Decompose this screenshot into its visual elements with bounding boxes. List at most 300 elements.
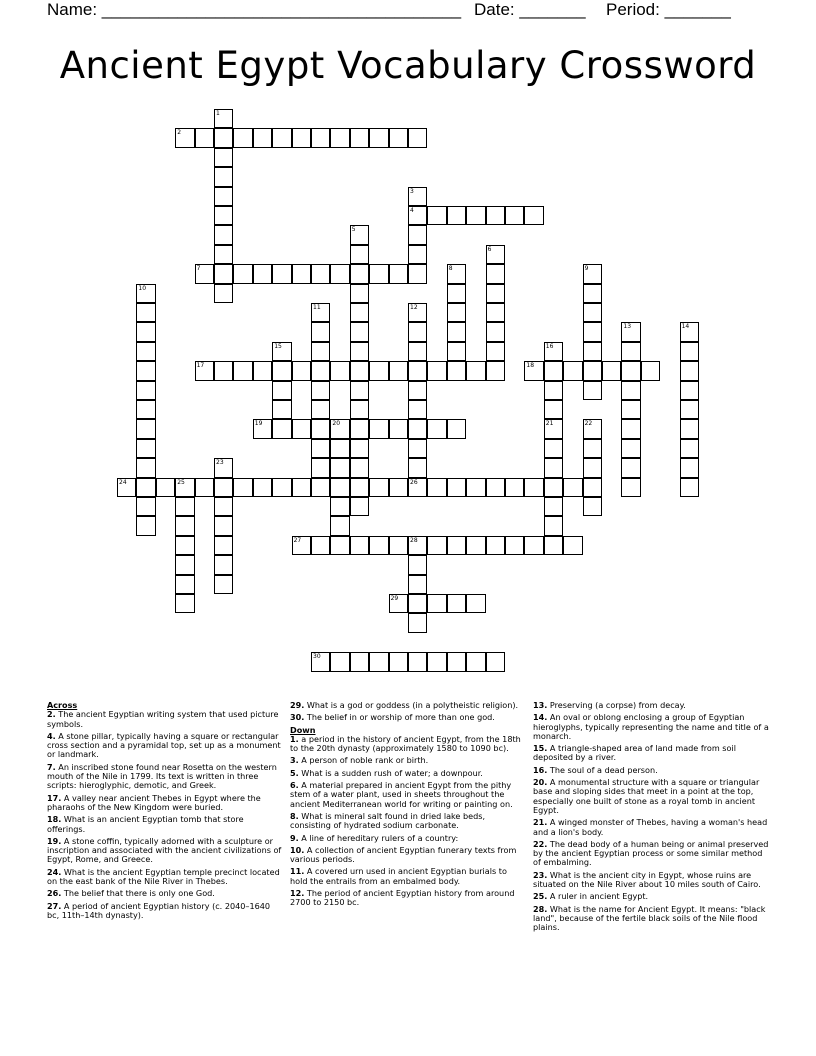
grid-cell[interactable] bbox=[544, 478, 563, 497]
grid-cell[interactable] bbox=[447, 284, 466, 303]
grid-cell[interactable] bbox=[350, 342, 369, 361]
grid-cell[interactable] bbox=[408, 187, 427, 206]
grid-cell[interactable] bbox=[136, 342, 155, 361]
grid-cell[interactable] bbox=[350, 419, 369, 438]
grid-cell[interactable] bbox=[311, 342, 330, 361]
grid-cell[interactable] bbox=[408, 303, 427, 322]
grid-cell[interactable] bbox=[621, 342, 640, 361]
grid-cell[interactable] bbox=[233, 264, 252, 283]
grid-cell[interactable] bbox=[680, 400, 699, 419]
grid-cell[interactable] bbox=[136, 439, 155, 458]
grid-cell[interactable] bbox=[583, 478, 602, 497]
grid-cell[interactable] bbox=[389, 264, 408, 283]
clue-number: 15 bbox=[274, 342, 282, 350]
grid-cell[interactable] bbox=[330, 361, 349, 380]
grid-cell[interactable] bbox=[641, 361, 660, 380]
clue-item-text: A stone pillar, typically having a square or rectangular cross section and a pyramidal top, set up as a monument or landmark. bbox=[47, 730, 281, 760]
clue-item-number: 3. bbox=[290, 755, 299, 766]
clue-item-text: A monumental structure with a square or triangular base and sloping sides that meet in a point at the top, especially one built of stone as a royal tomb in ancient Egypt. bbox=[533, 777, 760, 815]
grid-cell[interactable] bbox=[311, 322, 330, 341]
grid-cell[interactable] bbox=[486, 284, 505, 303]
grid-cell[interactable] bbox=[214, 264, 233, 283]
clue-number: 17 bbox=[196, 362, 205, 370]
grid-cell[interactable] bbox=[447, 652, 466, 671]
grid-cell[interactable] bbox=[389, 419, 408, 438]
date-field-label: Date: _______ bbox=[474, 0, 586, 19]
grid-cell[interactable] bbox=[583, 497, 602, 516]
grid-cell[interactable] bbox=[466, 536, 485, 555]
clue-item-number: 20. bbox=[533, 777, 548, 788]
grid-cell[interactable] bbox=[408, 206, 427, 225]
grid-cell[interactable] bbox=[583, 322, 602, 341]
grid-cell[interactable] bbox=[427, 419, 446, 438]
grid-cell[interactable] bbox=[621, 458, 640, 477]
grid-cell[interactable] bbox=[466, 206, 485, 225]
clue-number: 8 bbox=[448, 265, 453, 273]
grid-cell[interactable] bbox=[408, 536, 427, 555]
grid-cell[interactable] bbox=[544, 536, 563, 555]
grid-cell[interactable] bbox=[544, 439, 563, 458]
grid-cell[interactable] bbox=[447, 206, 466, 225]
clue-item-text: The ancient Egyptian writing system that used picture symbols. bbox=[47, 709, 279, 729]
grid-cell[interactable] bbox=[680, 342, 699, 361]
grid-cell[interactable] bbox=[350, 322, 369, 341]
grid-cell[interactable] bbox=[136, 478, 155, 497]
grid-cell[interactable] bbox=[621, 478, 640, 497]
clue-item-number: 13. bbox=[533, 700, 548, 710]
grid-cell[interactable] bbox=[524, 536, 543, 555]
clue-number: 24 bbox=[119, 478, 127, 486]
grid-cell[interactable] bbox=[214, 245, 233, 264]
clue-item-text: What is a sudden rush of water; a downpour. bbox=[298, 767, 483, 778]
clue-item bbox=[290, 756, 526, 765]
clues-column-2 bbox=[290, 701, 526, 911]
grid-cell[interactable] bbox=[136, 419, 155, 438]
clue-item bbox=[47, 763, 283, 791]
grid-cell[interactable] bbox=[253, 264, 272, 283]
grid-cell[interactable] bbox=[369, 478, 388, 497]
grid-cell[interactable] bbox=[214, 555, 233, 574]
grid-cell[interactable] bbox=[389, 361, 408, 380]
grid-cell[interactable] bbox=[350, 245, 369, 264]
grid-cell[interactable] bbox=[330, 497, 349, 516]
grid-cell[interactable] bbox=[175, 478, 194, 497]
grid-cell[interactable] bbox=[292, 128, 311, 147]
grid-cell[interactable] bbox=[136, 381, 155, 400]
grid-cell[interactable] bbox=[214, 516, 233, 535]
clue-item-number: 15. bbox=[533, 743, 548, 754]
grid-cell[interactable] bbox=[621, 381, 640, 400]
clue-number: 14 bbox=[681, 323, 690, 331]
grid-cell[interactable] bbox=[427, 536, 446, 555]
grid-cell[interactable] bbox=[466, 478, 485, 497]
grid-cell[interactable] bbox=[330, 536, 349, 555]
grid-cell[interactable] bbox=[136, 361, 155, 380]
grid-cell[interactable] bbox=[524, 206, 543, 225]
grid-cell[interactable] bbox=[544, 419, 563, 438]
grid-cell[interactable] bbox=[214, 187, 233, 206]
grid-cell[interactable] bbox=[447, 322, 466, 341]
grid-cell[interactable] bbox=[350, 400, 369, 419]
grid-cell[interactable] bbox=[311, 303, 330, 322]
grid-cell[interactable] bbox=[330, 458, 349, 477]
grid-cell[interactable] bbox=[311, 419, 330, 438]
grid-cell[interactable] bbox=[680, 361, 699, 380]
clue-number: 29 bbox=[390, 595, 399, 602]
grid-cell[interactable] bbox=[330, 419, 349, 438]
grid-cell[interactable] bbox=[447, 264, 466, 283]
grid-cell[interactable] bbox=[621, 419, 640, 438]
grid-cell[interactable] bbox=[253, 361, 272, 380]
grid-cell[interactable] bbox=[214, 478, 233, 497]
clue-item-number: 22. bbox=[533, 838, 548, 849]
clue-item bbox=[47, 868, 283, 887]
clue-item-number: 28. bbox=[533, 903, 548, 914]
grid-cell[interactable] bbox=[524, 478, 543, 497]
grid-cell[interactable] bbox=[408, 594, 427, 613]
grid-cell[interactable] bbox=[175, 516, 194, 535]
grid-cell[interactable] bbox=[486, 478, 505, 497]
grid-cell[interactable] bbox=[680, 381, 699, 400]
grid-cell[interactable] bbox=[175, 575, 194, 594]
grid-cell[interactable] bbox=[466, 361, 485, 380]
grid-cell[interactable] bbox=[369, 536, 388, 555]
clue-item-text: The soul of a dead person. bbox=[547, 764, 658, 775]
clue-section-heading: Across bbox=[47, 700, 78, 710]
grid-cell[interactable] bbox=[292, 419, 311, 438]
grid-cell[interactable] bbox=[311, 478, 330, 497]
grid-cell[interactable] bbox=[408, 225, 427, 244]
grid-cell[interactable] bbox=[175, 555, 194, 574]
grid-cell[interactable] bbox=[408, 245, 427, 264]
grid-cell[interactable] bbox=[408, 342, 427, 361]
grid-cell[interactable] bbox=[369, 652, 388, 671]
grid-cell[interactable] bbox=[680, 478, 699, 497]
grid-cell[interactable] bbox=[408, 419, 427, 438]
grid-cell[interactable] bbox=[175, 594, 194, 613]
grid-cell[interactable] bbox=[427, 361, 446, 380]
grid-cell[interactable] bbox=[544, 342, 563, 361]
grid-cell[interactable] bbox=[621, 439, 640, 458]
grid-cell[interactable] bbox=[350, 536, 369, 555]
grid-cell[interactable] bbox=[311, 128, 330, 147]
grid-cell[interactable] bbox=[272, 264, 291, 283]
grid-cell[interactable] bbox=[311, 361, 330, 380]
grid-cell[interactable] bbox=[466, 594, 485, 613]
clue-item-text: A material prepared in ancient Egypt from the pithy stem of a water plant, used in sheets throughout the ancient Mediterranean world for writing or painting on. bbox=[290, 780, 513, 809]
grid-cell[interactable] bbox=[583, 303, 602, 322]
grid-cell[interactable] bbox=[311, 652, 330, 671]
grid-cell[interactable] bbox=[583, 361, 602, 380]
grid-cell[interactable] bbox=[563, 536, 582, 555]
grid-cell[interactable] bbox=[408, 322, 427, 341]
grid-cell[interactable] bbox=[544, 361, 563, 380]
grid-cell[interactable] bbox=[350, 303, 369, 322]
clue-item bbox=[290, 735, 526, 754]
grid-cell[interactable] bbox=[311, 400, 330, 419]
grid-cell[interactable] bbox=[253, 419, 272, 438]
grid-cell[interactable] bbox=[214, 361, 233, 380]
clue-item-text: a period in the history of ancient Egypt, from the 18th to the 20th dynasty (approximately 1580 to 1090 bc). bbox=[290, 733, 521, 754]
grid-cell[interactable] bbox=[136, 458, 155, 477]
grid-cell[interactable] bbox=[195, 361, 214, 380]
grid-cell[interactable] bbox=[486, 361, 505, 380]
grid-cell[interactable] bbox=[311, 381, 330, 400]
grid-cell[interactable] bbox=[486, 536, 505, 555]
grid-cell[interactable] bbox=[175, 497, 194, 516]
grid-cell[interactable] bbox=[447, 478, 466, 497]
grid-cell[interactable] bbox=[214, 109, 233, 128]
grid-cell[interactable] bbox=[330, 439, 349, 458]
clue-item-text: What is the ancient Egyptian temple precinct located on the east bank of the Nile River in Thebes. bbox=[47, 866, 280, 887]
clue-number: 9 bbox=[584, 265, 589, 273]
clue-item-number: 17. bbox=[47, 792, 62, 803]
grid-cell[interactable] bbox=[427, 594, 446, 613]
grid-cell[interactable] bbox=[350, 284, 369, 303]
clue-number: 23 bbox=[216, 459, 224, 467]
clue-number: 6 bbox=[487, 245, 492, 253]
grid-cell[interactable] bbox=[447, 419, 466, 438]
grid-cell[interactable] bbox=[408, 400, 427, 419]
grid-cell[interactable] bbox=[350, 439, 369, 458]
grid-cell[interactable] bbox=[408, 381, 427, 400]
clue-item bbox=[533, 713, 769, 741]
grid-cell[interactable] bbox=[408, 264, 427, 283]
grid-cell[interactable] bbox=[195, 264, 214, 283]
grid-cell[interactable] bbox=[214, 575, 233, 594]
clue-item-number: 27. bbox=[47, 900, 62, 911]
grid-cell[interactable] bbox=[408, 555, 427, 574]
grid-cell[interactable] bbox=[505, 536, 524, 555]
grid-cell[interactable] bbox=[292, 361, 311, 380]
clue-item-text: What is an ancient Egyptian tomb that store offerings. bbox=[47, 814, 244, 834]
clue-item-number: 16. bbox=[533, 764, 548, 775]
grid-cell[interactable] bbox=[408, 128, 427, 147]
grid-cell[interactable] bbox=[350, 264, 369, 283]
grid-cell[interactable] bbox=[680, 458, 699, 477]
grid-cell[interactable] bbox=[369, 128, 388, 147]
grid-cell[interactable] bbox=[427, 652, 446, 671]
grid-cell[interactable] bbox=[583, 381, 602, 400]
grid-cell[interactable] bbox=[505, 478, 524, 497]
grid-cell[interactable] bbox=[350, 381, 369, 400]
grid-cell[interactable] bbox=[621, 322, 640, 341]
grid-cell[interactable] bbox=[214, 225, 233, 244]
grid-cell[interactable] bbox=[466, 652, 485, 671]
grid-cell[interactable] bbox=[389, 594, 408, 613]
grid-cell[interactable] bbox=[195, 478, 214, 497]
grid-cell[interactable] bbox=[680, 439, 699, 458]
clue-item-text: Preserving (a corpse) from decay. bbox=[547, 700, 686, 710]
grid-cell[interactable] bbox=[272, 381, 291, 400]
clue-item-text: What is a god or goddess (in a polytheistic religion). bbox=[304, 700, 519, 710]
clue-item-number: 29. bbox=[290, 700, 305, 710]
grid-cell[interactable] bbox=[350, 225, 369, 244]
grid-cell[interactable] bbox=[136, 497, 155, 516]
clue-item-text: What is mineral salt found in dried lake beds, consisting of hydrated sodium carbonate. bbox=[290, 810, 486, 831]
grid-cell[interactable] bbox=[350, 652, 369, 671]
grid-cell[interactable] bbox=[156, 478, 175, 497]
grid-cell[interactable] bbox=[389, 652, 408, 671]
grid-cell[interactable] bbox=[311, 439, 330, 458]
clue-item bbox=[47, 794, 283, 813]
grid-cell[interactable] bbox=[680, 419, 699, 438]
clues-column-3 bbox=[533, 701, 769, 936]
grid-cell[interactable] bbox=[350, 128, 369, 147]
clue-item-number: 21. bbox=[533, 817, 548, 828]
grid-cell[interactable] bbox=[602, 361, 621, 380]
grid-cell[interactable] bbox=[136, 284, 155, 303]
grid-cell[interactable] bbox=[369, 419, 388, 438]
clue-item bbox=[290, 713, 526, 722]
grid-cell[interactable] bbox=[369, 264, 388, 283]
grid-cell[interactable] bbox=[583, 439, 602, 458]
grid-cell[interactable] bbox=[583, 264, 602, 283]
grid-cell[interactable] bbox=[583, 284, 602, 303]
grid-cell[interactable] bbox=[214, 167, 233, 186]
grid-cell[interactable] bbox=[544, 400, 563, 419]
grid-cell[interactable] bbox=[136, 303, 155, 322]
clue-item-text: A person of noble rank or birth. bbox=[298, 755, 429, 766]
clue-item bbox=[47, 837, 283, 865]
grid-cell[interactable] bbox=[389, 478, 408, 497]
grid-cell[interactable] bbox=[311, 458, 330, 477]
clue-section-heading: Down bbox=[290, 724, 316, 735]
grid-cell[interactable] bbox=[680, 322, 699, 341]
clue-item-number: 19. bbox=[47, 835, 62, 846]
grid-cell[interactable] bbox=[292, 536, 311, 555]
grid-cell[interactable] bbox=[486, 264, 505, 283]
grid-cell[interactable] bbox=[117, 478, 136, 497]
grid-cell[interactable] bbox=[233, 478, 252, 497]
grid-cell[interactable] bbox=[350, 478, 369, 497]
grid-cell[interactable] bbox=[486, 303, 505, 322]
grid-cell[interactable] bbox=[214, 148, 233, 167]
clue-item-text: A ruler in ancient Egypt. bbox=[547, 891, 649, 902]
grid-cell[interactable] bbox=[330, 128, 349, 147]
grid-cell[interactable] bbox=[175, 128, 194, 147]
grid-cell[interactable] bbox=[408, 652, 427, 671]
grid-cell[interactable] bbox=[563, 478, 582, 497]
grid-cell[interactable] bbox=[447, 536, 466, 555]
grid-cell[interactable] bbox=[408, 361, 427, 380]
grid-cell[interactable] bbox=[330, 264, 349, 283]
grid-cell[interactable] bbox=[136, 516, 155, 535]
grid-cell[interactable] bbox=[272, 478, 291, 497]
grid-cell[interactable] bbox=[214, 284, 233, 303]
grid-cell[interactable] bbox=[350, 361, 369, 380]
grid-cell[interactable] bbox=[408, 613, 427, 632]
clue-item bbox=[47, 902, 283, 921]
grid-cell[interactable] bbox=[272, 419, 291, 438]
grid-cell[interactable] bbox=[447, 303, 466, 322]
clue-item-text: The belief that there is only one God. bbox=[61, 888, 215, 899]
grid-cell[interactable] bbox=[486, 206, 505, 225]
grid-cell[interactable] bbox=[408, 478, 427, 497]
clue-item-text: A stone coffin, typically adorned with a sculpture or inscription and associated with the ancient civilizations of Egypt, Rome, and Greece. bbox=[47, 835, 282, 865]
grid-cell[interactable] bbox=[330, 516, 349, 535]
grid-cell[interactable] bbox=[408, 458, 427, 477]
grid-cell[interactable] bbox=[292, 478, 311, 497]
grid-cell[interactable] bbox=[486, 652, 505, 671]
grid-cell[interactable] bbox=[447, 342, 466, 361]
clue-item-number: 12. bbox=[290, 888, 305, 899]
grid-cell[interactable] bbox=[544, 381, 563, 400]
clue-item bbox=[533, 892, 769, 901]
grid-cell[interactable] bbox=[311, 264, 330, 283]
clue-item bbox=[290, 834, 526, 843]
grid-cell[interactable] bbox=[292, 264, 311, 283]
grid-cell[interactable] bbox=[583, 419, 602, 438]
grid-cell[interactable] bbox=[272, 400, 291, 419]
grid-cell[interactable] bbox=[272, 128, 291, 147]
grid-cell[interactable] bbox=[233, 128, 252, 147]
grid-cell[interactable] bbox=[136, 400, 155, 419]
grid-cell[interactable] bbox=[175, 536, 194, 555]
grid-cell[interactable] bbox=[389, 128, 408, 147]
grid-cell[interactable] bbox=[505, 206, 524, 225]
clue-item-text: An inscribed stone found near Rosetta on the western mouth of the Nile in 1799. Its text is written in three scripts: hieroglyphic, demotic, and Greek. bbox=[47, 761, 277, 791]
grid-cell[interactable] bbox=[563, 361, 582, 380]
grid-cell[interactable] bbox=[447, 361, 466, 380]
grid-cell[interactable] bbox=[195, 128, 214, 147]
grid-cell[interactable] bbox=[311, 536, 330, 555]
grid-cell[interactable] bbox=[621, 400, 640, 419]
clue-item-number: 6. bbox=[290, 780, 299, 791]
grid-cell[interactable] bbox=[544, 497, 563, 516]
grid-cell[interactable] bbox=[583, 458, 602, 477]
grid-cell[interactable] bbox=[233, 361, 252, 380]
clue-number: 22 bbox=[584, 420, 593, 428]
grid-cell[interactable] bbox=[621, 361, 640, 380]
grid-cell[interactable] bbox=[408, 575, 427, 594]
grid-cell[interactable] bbox=[389, 536, 408, 555]
grid-cell[interactable] bbox=[427, 206, 446, 225]
grid-cell[interactable] bbox=[486, 245, 505, 264]
clue-item-number: 4. bbox=[47, 730, 56, 741]
grid-cell[interactable] bbox=[214, 536, 233, 555]
grid-cell[interactable] bbox=[136, 322, 155, 341]
clue-item-text: A valley near ancient Thebes in Egypt where the pharaohs of the New Kingdom were buried. bbox=[47, 792, 261, 812]
grid-cell[interactable] bbox=[272, 361, 291, 380]
grid-cell[interactable] bbox=[214, 128, 233, 147]
grid-cell[interactable] bbox=[350, 497, 369, 516]
grid-cell[interactable] bbox=[330, 478, 349, 497]
grid-cell[interactable] bbox=[253, 478, 272, 497]
grid-cell[interactable] bbox=[583, 342, 602, 361]
grid-cell[interactable] bbox=[272, 342, 291, 361]
grid-cell[interactable] bbox=[253, 128, 272, 147]
grid-cell[interactable] bbox=[524, 361, 543, 380]
clue-number: 5 bbox=[351, 226, 356, 234]
grid-cell[interactable] bbox=[330, 652, 349, 671]
grid-cell[interactable] bbox=[544, 458, 563, 477]
grid-cell[interactable] bbox=[214, 458, 233, 477]
clue-number: 19 bbox=[254, 420, 263, 428]
grid-cell[interactable] bbox=[350, 458, 369, 477]
grid-cell[interactable] bbox=[214, 206, 233, 225]
grid-cell[interactable] bbox=[369, 361, 388, 380]
grid-cell[interactable] bbox=[214, 497, 233, 516]
grid-cell[interactable] bbox=[544, 516, 563, 535]
clue-number: 4 bbox=[410, 207, 414, 214]
grid-cell[interactable] bbox=[486, 342, 505, 361]
grid-cell[interactable] bbox=[408, 439, 427, 458]
grid-cell[interactable] bbox=[447, 594, 466, 613]
grid-cell[interactable] bbox=[486, 322, 505, 341]
grid-cell[interactable] bbox=[427, 478, 446, 497]
clue-item-number: 24. bbox=[47, 866, 62, 877]
